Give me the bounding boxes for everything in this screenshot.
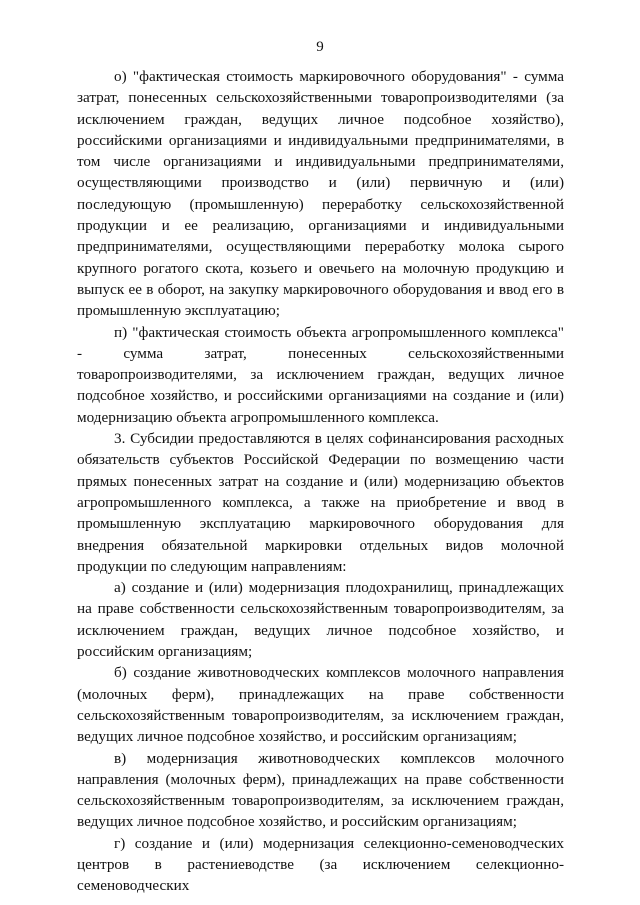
page-number: 9 [316,39,324,55]
paragraph-a-fruit-storage: а) создание и (или) модернизация плодохранилищ, принадлежащих на праве собственности сельскохозяйственным товаропроизводителям, за исключением граждан, ведущих личное подсобное хозяйство, и российским организациям; [77,579,564,661]
paragraph-3-subsidies: 3. Субсидии предоставляются в целях софинансирования расходных обязательств субъектов Российской Федерации по возмещению части прямых понесенных затрат на создание и (или) модернизацию объектов агропромышленного комплекса, а также на приобретение и ввод в промышленную эксплуатацию маркировочного оборудования для внедрения обязательной маркировки отдельных видов молочной продукции по следующим направлениям: [77,430,564,575]
paragraph-o-marking-equipment-cost: о) "фактическая стоимость маркировочного оборудования" - сумма затрат, понесенных сельскохозяйственными товаропроизводителями (за исключением граждан, ведущих личное подсобное хозяйство), российскими организациями и индивидуальными предпринимателями, в том числе организациями и индивидуальными предпринимателями, осуществляющими производство и (или) первичную и (или) последующую (промышленную) переработку сельскохозяйственной продукции и ее реализацию, организациями и индивидуальными предпринимателями, осуществляющими переработку молока сырого крупного рогатого скота, козьего и овечьего на молочную продукцию и выпуск ее в оборот, на закупку маркировочного оборудования и ввод его в промышленную эксплуатацию; [77,68,564,320]
paragraph-g-selection-seed-centers: г) создание и (или) модернизация селекционно-семеноводческих центров в растениеводстве (за исключением селекционно-семеноводческих [77,834,564,895]
document-body [77,66,564,897]
paragraph-v-dairy-farm-modernization: в) модернизация животноводческих комплексов молочного направления (молочных ферм), принадлежащих на праве собственности сельскохозяйственным товаропроизводителям, за исключением граждан, ведущих личное подсобное хозяйство, и российским организациям; [77,749,564,831]
paragraph-b-dairy-farm-creation: б) создание животноводческих комплексов молочного направления (молочных ферм), принадлежащих на праве собственности сельскохозяйственным товаропроизводителям, за исключением граждан, ведущих личное подсобное хозяйство, и российским организациям; [77,664,564,746]
paragraph-p-agro-complex-cost: п) "фактическая стоимость объекта агропромышленного комплекса" - сумма затрат, понесенных сельскохозяйственными товаропроизводителями, за исключением граждан, ведущих личное подсобное хозяйство, и российскими организациями на создание и (или) модернизацию объекта агропромышленного комплекса. [77,323,564,426]
